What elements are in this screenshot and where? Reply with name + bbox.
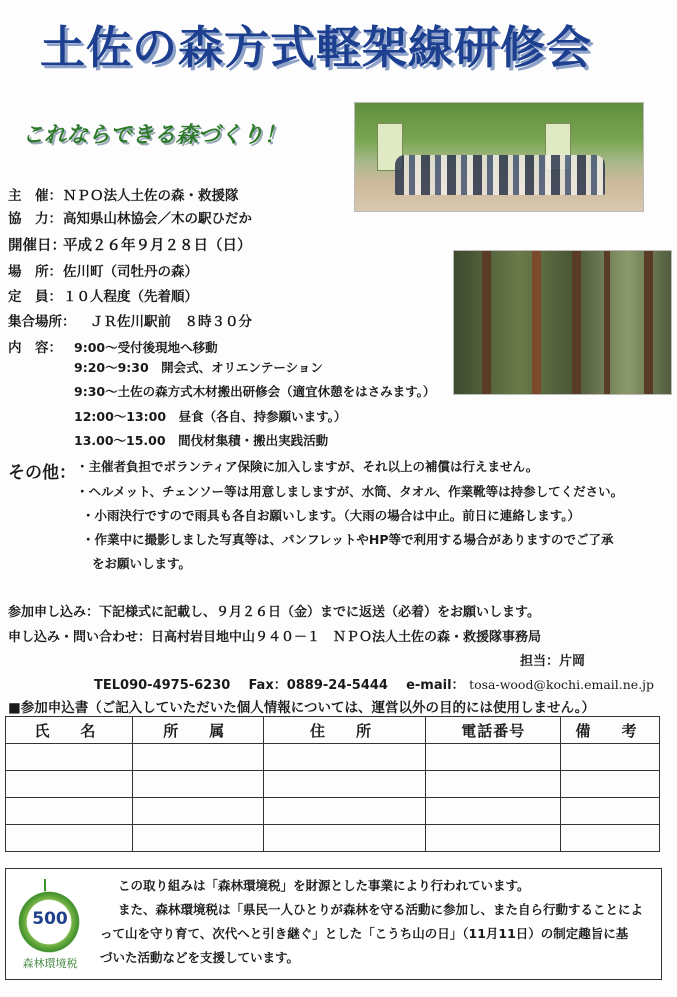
column-header-notes: 備 考 [561, 717, 660, 744]
detail-label: 場 所： [8, 264, 62, 280]
logo-text: 森林環境税 [22, 957, 78, 970]
detail-value: ＪＲ佐川駅前 ８時３０分 [90, 314, 252, 330]
form-cell[interactable] [561, 825, 660, 852]
form-cell[interactable] [263, 744, 426, 771]
forest-tax-logo [14, 879, 86, 969]
detail-value: 佐川町（司牡丹の森） [63, 264, 198, 280]
column-header-name: 氏 名 [6, 717, 133, 744]
note-item: をお願いします。 [92, 556, 192, 571]
form-title: ■参加申込書（ご記入していただいた個人情報については、運営以外の目的には使用しません。） [8, 700, 596, 716]
form-row [6, 825, 660, 852]
tree-trunk [644, 251, 653, 394]
detail-organizer [8, 184, 239, 208]
tree-trunk [604, 251, 610, 394]
application-contact: 申し込み・問い合わせ：日高村岩目地中山９４０－１ ＮＰＯ法人土佐の森・救援隊事務局 [8, 630, 542, 645]
form-cell[interactable] [132, 798, 263, 825]
footer-line: この取り組みは「森林環境税」を財源とした事業により行われています。 [118, 878, 530, 893]
column-header-affiliation: 所 属 [132, 717, 263, 744]
detail-value: ＮＰＯ法人土佐の森・救援隊 [63, 188, 239, 204]
detail-label: 開催日： [8, 238, 66, 254]
detail-label: 内 容： [8, 340, 62, 356]
application-deadline: 参加申し込み：下記様式に記載し、９月２６日（金）までに返送（必着）をお願いします。 [8, 605, 540, 620]
tree-trunk [482, 251, 491, 394]
detail-label: 協 力： [8, 211, 62, 227]
form-cell[interactable] [263, 771, 426, 798]
schedule-item: 13.00～15.00 間伐材集積・搬出実践活動 [74, 433, 329, 448]
logo-number: 500 [32, 909, 68, 929]
email-address: tosa-wood@kochi.email.ne.jp [469, 677, 655, 692]
form-cell[interactable] [561, 798, 660, 825]
detail-value: 平成２６年９月２８日（日） [63, 238, 252, 254]
detail-date [8, 234, 252, 258]
form-cell[interactable] [6, 798, 133, 825]
footer-line: づいた活動などを支援しています。 [100, 950, 300, 965]
participants [395, 155, 605, 195]
form-cell[interactable] [132, 771, 263, 798]
column-header-phone: 電話番号 [426, 717, 561, 744]
tree-trunk [532, 251, 541, 394]
group-photo [354, 102, 644, 212]
note-item: ・作業中に撮影しました写真等は、パンフレットやHP等で利用する場合がありますのでご了承 [82, 532, 614, 547]
detail-value: 高知県山林協会／木の駅ひだか [63, 211, 252, 227]
form-cell[interactable] [6, 825, 133, 852]
notes-label: その他： [8, 463, 76, 483]
schedule-item: 9:20～9:30 開会式、オリエンテーション [74, 360, 323, 375]
detail-cooperation [8, 207, 252, 231]
detail-meeting-place [8, 310, 252, 334]
detail-value: １０人程度（先着順） [63, 289, 198, 305]
email-label: e-mail： [406, 678, 465, 693]
schedule-item: 9:30～土佐の森方式木材搬出研修会（適宜休憩をはさみます。） [74, 384, 436, 399]
form-row [6, 771, 660, 798]
tree-trunk [572, 251, 581, 394]
note-item: ・小雨決行ですので雨具も各自お願いします。（大雨の場合は中止。前日に連絡します。） [82, 508, 581, 523]
page-subtitle: これならできる森づくり！ [22, 123, 286, 148]
form-row [6, 744, 660, 771]
phone-number: TEL090-4975-6230 [94, 678, 231, 693]
forest-photo [453, 250, 672, 395]
column-header-address: 住 所 [263, 717, 426, 744]
form-cell[interactable] [6, 744, 133, 771]
form-cell[interactable] [426, 798, 561, 825]
form-cell[interactable] [561, 744, 660, 771]
note-item: ・ヘルメット、チェンソー等は用意しましますが、水筒、タオル、作業靴等は持参してください。 [76, 484, 624, 499]
funding-notice [5, 868, 662, 980]
form-row [6, 798, 660, 825]
detail-label: 集合場所： [8, 314, 76, 330]
footer-line: また、森林環境税は「県民一人ひとりが森林を守る活動に参加し、また自ら行動することによ [118, 902, 644, 917]
detail-label: 主 催： [8, 188, 62, 204]
application-form [5, 716, 660, 852]
form-cell[interactable] [6, 771, 133, 798]
contact-person: 担当：片岡 [520, 654, 586, 669]
form-cell[interactable] [426, 825, 561, 852]
form-cell[interactable] [132, 744, 263, 771]
detail-place [8, 260, 198, 284]
schedule-item: 12:00～13:00 昼食（各自、持参願います。） [74, 409, 347, 424]
detail-label: 定 員： [8, 289, 62, 305]
detail-value: 9:00～受付後現地へ移動 [74, 340, 218, 355]
form-cell[interactable] [426, 744, 561, 771]
fax-number: Fax：0889-24-5444 [248, 678, 388, 693]
form-cell[interactable] [263, 825, 426, 852]
form-header-row [6, 717, 660, 744]
form-cell[interactable] [426, 771, 561, 798]
contact-line [94, 674, 654, 693]
footer-line: って山を守り育て、次代へと引き継ぐ」とした「こうち山の日」（11月11日）の制定趣旨に基 [100, 926, 629, 941]
form-cell[interactable] [561, 771, 660, 798]
note-item: ・主催者負担でボランティア保険に加入しますが、それ以上の補償は行えません。 [76, 459, 539, 474]
page-title: 土佐の森方式軽架線研修会 [40, 21, 593, 74]
detail-capacity [8, 285, 198, 309]
form-cell[interactable] [132, 825, 263, 852]
form-cell[interactable] [263, 798, 426, 825]
